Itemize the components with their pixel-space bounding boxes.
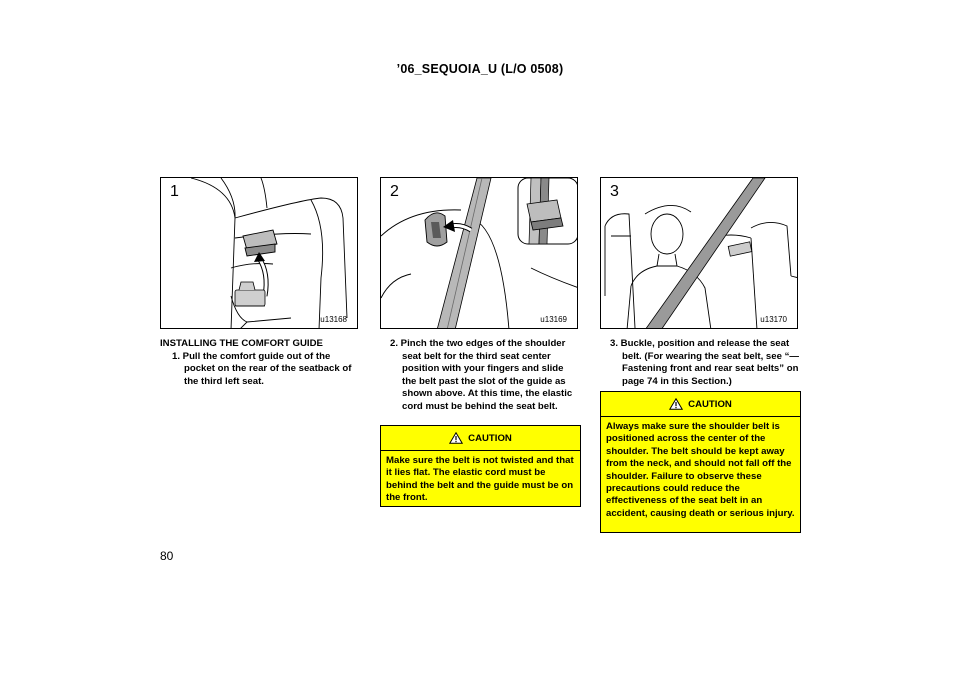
- figure-code: u13170: [760, 315, 787, 324]
- column-2-text: [380, 338, 580, 414]
- section-heading: INSTALLING THE COMFORT GUIDE: [160, 338, 323, 349]
- caution-title: CAUTION: [468, 432, 512, 444]
- caution-header: [601, 392, 800, 417]
- warning-triangle-icon: [449, 432, 463, 444]
- document-header: ’06_SEQUOIA_U (L/O 0508): [396, 62, 564, 76]
- figure-code: u13169: [540, 315, 567, 324]
- step-2-text: 2. Pinch the two edges of the shoulder seat belt for the third seat center position with your fingers and slide the belt past the slot of the guide as shown above. At this time, the elastic cord must be behind the seat belt.: [390, 338, 573, 412]
- warning-triangle-icon: [669, 398, 683, 410]
- figure-number: 3: [610, 183, 619, 200]
- comfort-guide-pocket-illustration: [161, 178, 358, 329]
- step-1-text: 1. Pull the comfort guide out of the pocket on the rear of the seatback of the third left seat.: [172, 350, 352, 387]
- caution-text: Make sure the belt is not twisted and that it lies flat. The elastic cord must be behind the belt and the guide must be on the front.: [386, 455, 574, 504]
- seated-passenger-illustration: [601, 178, 798, 329]
- caution-text: Always make sure the shoulder belt is positioned across the center of the shoulder. The belt should be kept away from the neck, and should not fall off the shoulder. Failure to observe these precautions could reduce the effectiveness of the seat belt in an accident, causing death or serious injury.: [606, 421, 795, 519]
- belt-guide-slot-illustration: [381, 178, 578, 329]
- figure-number: 2: [390, 183, 399, 200]
- figure-number: 1: [170, 183, 179, 200]
- figure-2-slide-belt-into-guide: [380, 177, 578, 329]
- figure-code: u13168: [320, 315, 347, 324]
- step-3-text: 3. Buckle, position and release the seat belt. (For wearing the seat belt, see “—Fastening front and rear seat belts” on page 74 in this Section.): [610, 338, 799, 387]
- column-3-text: [600, 338, 800, 388]
- caution-box-2: [600, 391, 801, 533]
- figure-3-belt-worn-by-passenger: [600, 177, 798, 329]
- figure-1-pull-comfort-guide: [160, 177, 358, 329]
- page-number: 80: [160, 549, 174, 563]
- caution-header: [381, 426, 580, 451]
- column-1-text: [160, 338, 360, 388]
- caution-box-1: [380, 425, 581, 507]
- caution-title: CAUTION: [688, 398, 732, 410]
